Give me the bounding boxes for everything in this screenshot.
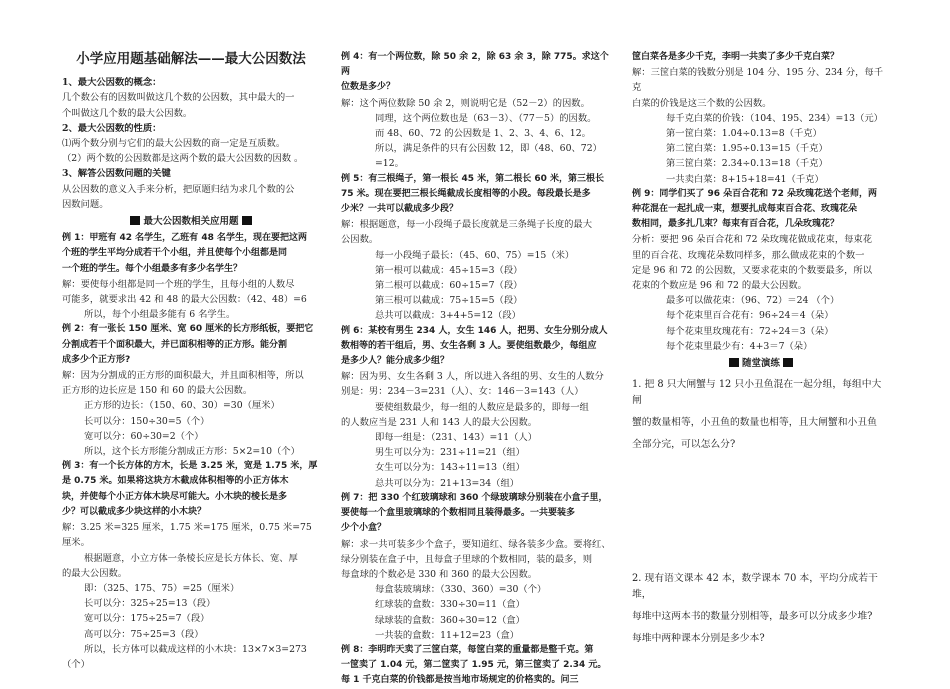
example-8-line: 筐白菜各是多少千克，李明一共卖了多少千克白菜？ [632, 52, 840, 62]
example-6-line: 数相等的若干组后，男、女生各剩 3 人。要使组数最少，每组应 [341, 340, 597, 351]
example-6-line: 别是：男：234－3=231（人）、女：146－3=143（人） [341, 386, 584, 398]
example-4-line: 同理，这个两位数也是（63－3）、（77－5）的因数。 [375, 112, 597, 124]
example-8-line: 第三筐白菜：2.34÷0.13=18（千克） [666, 158, 828, 170]
example-4-line: 例 4：有一个两位数，除 50 余 2，除 63 余 3，除 775。求这个两 [341, 52, 609, 78]
example-4-line: 所以，满足条件的只有公因数 12，即（48、60、72）=12。 [375, 143, 602, 170]
example-5-line: 公因数。 [341, 234, 379, 246]
example-6-line: 女生可以分为：143÷11=13（组） [375, 462, 525, 474]
example-7-line: 绿球装的盒数：360÷30=12（盒） [375, 614, 525, 626]
example-5-line: 第三根可以截成：75÷15=5（段） [375, 295, 523, 307]
key-heading: 3、解答公因数问题的关键 [62, 168, 171, 180]
column-middle [341, 50, 614, 689]
example-6-line: 要使组数最少，每一组的人数应是最多的，即每一组 [375, 401, 589, 413]
example-1-line: 个班的学生平均分成若干个小组，并且使每个小组都是同 [62, 248, 288, 259]
practice-1-line: 1. 把 8 只大闸蟹与 12 只小丑鱼混在一起分组，每组中大闸 [632, 379, 882, 407]
example-9-line: 花束的个数应是 96 和 72 的最大公因数。 [632, 280, 807, 292]
example-9-line: 里的百合花、玫瑰花朵数同样多，那么做成花束的个数一 [632, 249, 865, 261]
example-3-line: 块，并使每个小正方体木块尽可能大。小木块的棱长是多 [62, 491, 288, 502]
example-8-line: 每千克白菜的价钱：（104、195、234）=13（元） [666, 112, 883, 124]
page-title: 小学应用题基础解法——最大公因数法 [76, 51, 306, 67]
example-3-line: 解：3.25 米=325 厘米，1.75 米=175 厘米，0.75 米=75 厘米。 [62, 522, 312, 549]
practice-1-line: 全部分完，可以怎么分? [632, 439, 736, 451]
column-left [62, 46, 320, 672]
example-3-line: 根据题意，小立方体一条棱长应是长方体长、宽、厚 [84, 552, 298, 564]
example-6-line: 即每一组是：（231、143）=11（人） [375, 432, 538, 444]
practice-2-line: 每堆中两种课本分别是多少本? [632, 633, 765, 645]
example-7-line: 每盒装玻璃球：（330、360）=30（个） [375, 584, 547, 596]
example-5-line: 75 米。现在要把三根长绳截成长度相等的小段。每段最长是多 [341, 188, 591, 199]
example-2-line: 解：因为分割成的正方形的面积最大，并且面积相等，所以 [62, 370, 304, 382]
example-1-line: 例 1：甲班有 42 名学生，乙班有 48 名学生，现在要把这两 [62, 233, 307, 244]
column-right [632, 50, 890, 647]
example-1-line: 一个班的学生。每个小组最多有多少名学生？ [62, 263, 243, 274]
example-8-line: 第二筐白菜：1.95÷0.13=15（千克） [666, 143, 828, 155]
example-9-line: 最多可以做花束：（96、72）＝24 （个） [666, 295, 840, 307]
practice-2-line: 2. 现有语文课本 42 本，数学课本 70 本，平均分成若干堆， [632, 573, 878, 601]
example-7-line: 红球装的盒数：330÷30=11（盒） [375, 599, 525, 611]
property-line: ⑴两个数分别与它们的最大公因数的商一定是互质数。 [62, 138, 286, 150]
example-8-line: 例 8：李明昨天卖了三筐白菜，每筐白菜的重量都是整千克。第 [341, 644, 594, 655]
example-2-line: 宽可以分：60÷30=2（个） [84, 430, 204, 442]
example-9-line: 每个花束里百合花有：96÷24＝4（朵） [666, 310, 834, 322]
example-2-line: 成多少个正方形? [62, 354, 131, 365]
example-8-line: 一共卖白菜：8+15+18=41（千克） [666, 173, 824, 185]
example-4-line: 而 48、60、72 的公因数是 1、2、3、4、6、12。 [375, 128, 591, 140]
example-3-line: 例 3：有一个长方体的方木，长是 3.25 米，宽是 1.75 米，厚 [62, 461, 318, 472]
example-6-line: 是多少人？能分成多少组？ [341, 356, 450, 367]
example-3-line: 高可以分：75÷25=3（段） [84, 628, 204, 640]
example-2-line: 长可以分：150÷30=5（个） [84, 415, 210, 427]
example-9-line: 每个花束里最少有：4+3＝7（朵） [666, 340, 813, 352]
example-7-line: 要使每一个盒里玻璃球的个数相同且装得最多。一共要装多 [341, 508, 576, 519]
example-8-line: 白菜的价钱是这三个数的公因数。 [632, 97, 772, 109]
example-5-line: 第二根可以截成：60÷15=7（段） [375, 280, 523, 292]
example-7-line: 少个小盒？ [341, 523, 387, 534]
example-9-line: 数相同，最多扎几束？每束有百合花，几朵玫瑰花？ [632, 219, 840, 230]
example-9-line: 例 9：同学们买了 96 朵百合花和 72 朵玫瑰花送个老师，两 [632, 188, 877, 199]
example-6-line: 解：因为男、女生各剩 3 人，所以进入各组的男、女生的人数分 [341, 371, 604, 383]
example-4-line: 位数是多少？ [341, 82, 396, 93]
example-1-line: 解：要使每小组都是同一个班的学生，且每小组的人数尽 [62, 278, 295, 290]
example-5-line: 总共可以截成：3+4+5=12（段） [375, 310, 521, 322]
example-2-line: 所以，这个长方形能分割成正方形：5×2=10（个） [84, 446, 300, 458]
example-6-line: 总共可以分为：21+13=34（组） [375, 477, 520, 489]
example-8-line: 一筐卖了 1.04 元，第二筐卖了 1.95 元，第三筐卖了 2.34 元。 [341, 660, 607, 671]
concept-line: 几个数公有的因数叫做这几个数的公因数，其中最大的一 [62, 92, 295, 104]
example-2-line: 分割成若干个面积最大，并已面积相等的正方形。能分割 [62, 339, 288, 350]
example-8-line: 解：三筐白菜的钱数分别是 104 分、195 分、234 分，每千克 [632, 67, 883, 94]
example-2-line: 正方形的边长应是 150 和 60 的最大公因数。 [62, 385, 253, 397]
example-7-line: 解：求一共可装多少个盒子，要知道红、绿各装多少盒。要将红、 [341, 538, 611, 550]
key-line: 因数问题。 [62, 198, 109, 210]
example-8-line: 第一筐白菜：1.04÷0.13=8（千克） [666, 128, 822, 140]
example-3-line: 宽可以分：175÷25=7（段） [84, 613, 210, 625]
example-9-line: 定是 96 和 72 的公因数，又要求花束的个数要最多，所以 [632, 264, 873, 276]
example-1-line: 所以，每个小组最多能有 6 名学生。 [84, 309, 236, 321]
block-icon [130, 216, 140, 225]
example-6-line: 的人数应当是 231 人和 143 人的最大公因数。 [341, 416, 538, 428]
example-9-line: 每个花束里玫瑰花有：72÷24＝3（朵） [666, 325, 834, 337]
practice-heading: 随堂演练 [632, 356, 890, 371]
property-heading: 2、最大公因数的性质： [62, 122, 162, 134]
practice-1-line: 蟹的数量相等，小丑鱼的数量也相等，且大闸蟹和小丑鱼 [632, 417, 877, 429]
concept-line: 个叫做这几个数的最大公因数。 [62, 107, 193, 119]
property-line: （2）两个数的公因数都是这两个数的最大公因数的因数 。 [62, 153, 304, 165]
example-6-line: 男生可以分为：231÷11=21（组） [375, 447, 525, 459]
concept-heading: 1、最大公因数的概念： [62, 77, 162, 89]
example-9-line: 种花混在一起扎成一束，想要扎成每束百合花、玫瑰花朵 [632, 204, 858, 215]
example-5-line: 少米？一共可以截成多少段？ [341, 204, 459, 215]
example-7-line: 每盒球的个数必是 330 和 360 的最大公因数。 [341, 568, 538, 580]
example-3-line: （个） [62, 658, 90, 670]
example-7-line: 一共装的盒数：11+12=23（盒） [375, 629, 520, 641]
example-9-line: 分析：要把 96 朵百合花和 72 朵玫瑰花做成花束，每束花 [632, 234, 873, 246]
example-3-line: 的最大公因数。 [62, 567, 128, 579]
example-3-line: 长可以分：325÷25=13（段） [84, 598, 216, 610]
example-3-line: 即：（325、175、75）=25（厘米） [84, 582, 240, 594]
example-3-line: 是 0.75 米。如果将这块方木截成体积相等的小正方体木 [62, 476, 289, 487]
example-1-line: 可能多，就要求出 42 和 48 的最大公因数：（42、48）=6 [62, 294, 307, 306]
block-icon [242, 216, 252, 225]
example-7-line: 绿分别装在盒子中，且每盒子里球的个数相同，装的最多，则 [341, 553, 593, 565]
example-5-line: 每一小段绳子最长：（45、60、75）=15（米） [375, 249, 575, 261]
practice-2-line: 每堆中这两本书的数量分别相等，最多可以分成多少堆? [632, 611, 873, 623]
answer-space [632, 453, 890, 571]
example-4-line: 解：这个两位数除 50 余 2，则说明它是（52－2）的因数。 [341, 97, 590, 109]
example-8-line: 每 1 千克白菜的价钱都是按当地市场规定的价格卖的。问三 [341, 675, 579, 686]
section-heading: 最大公因数相关应用题 [62, 214, 320, 229]
example-7-line: 例 7：把 330 个红玻璃球和 360 个绿玻璃球分别装在小盒子里， [341, 492, 608, 503]
example-2-line: 正方形的边长：（150、60、30）=30（厘米） [84, 400, 280, 412]
example-3-line: 少？可以截成多少块这样的小木块？ [62, 506, 207, 517]
example-5-line: 第一根可以截成：45÷15=3（段） [375, 264, 523, 276]
example-5-line: 例 5：有三根绳子，第一根长 45 米，第二根长 60 米，第三根长 [341, 173, 604, 184]
example-6-line: 例 6：某校有男生 234 人，女生 146 人，把男、女生分别分成人 [341, 325, 608, 336]
example-5-line: 解：根据题意，每一小段绳子最长度就是三条绳子长度的最大 [341, 219, 593, 231]
block-icon [729, 358, 739, 367]
example-3-line: 所以，长方体可以截成这样的小木块：13×7×3=273 [84, 643, 307, 655]
example-2-line: 例 2：有一张长 150 厘米、宽 60 厘米的长方形纸板，要把它 [62, 324, 314, 335]
key-line: 从公因数的意义入手来分析，把原题归结为求几个数的公 [62, 183, 295, 195]
block-icon [783, 358, 793, 367]
